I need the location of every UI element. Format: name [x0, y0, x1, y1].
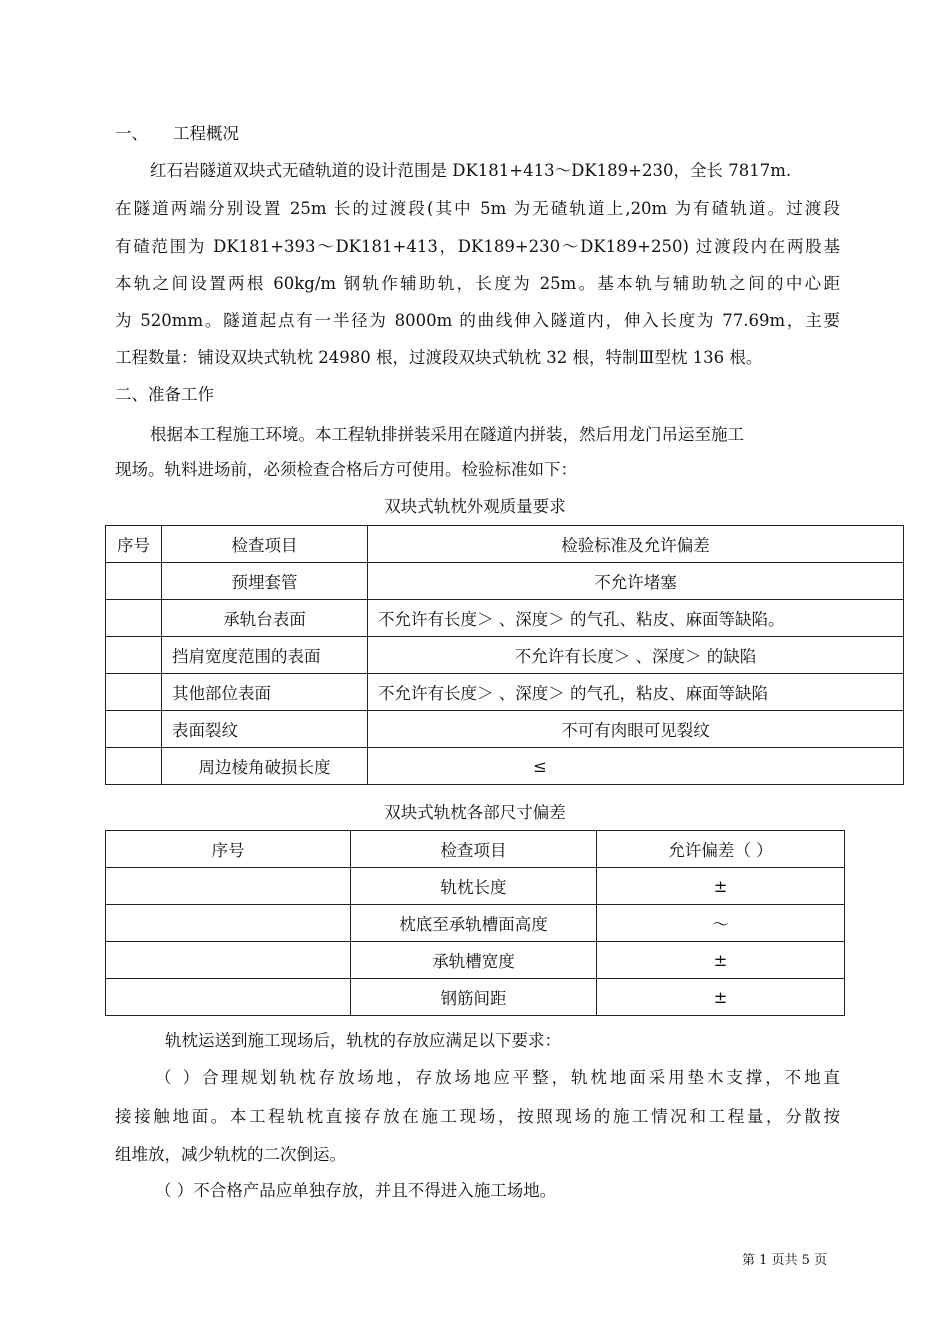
- paragraph-line: 为 520mm。隧道起点有一半径为 8000m 的曲线伸入隧道内，伸入长度为 77.69m，主要: [115, 311, 840, 330]
- table-header-cell: 序号: [106, 526, 162, 563]
- table-cell: 轨枕长度: [351, 868, 597, 905]
- table-cell: [106, 674, 162, 711]
- table-cell: ±: [597, 942, 845, 979]
- table-row: [106, 868, 845, 905]
- table-cell: 不允许有长度＞ 、深度＞ 的气孔、粘皮、麻面等缺陷。: [368, 600, 904, 637]
- table-cell: [106, 942, 351, 979]
- table-cell: 其他部位表面: [162, 674, 368, 711]
- table-caption: 双块式轨枕外观质量要求: [384, 497, 566, 516]
- table-cell: [106, 748, 162, 785]
- section-number-1: 一、: [115, 124, 148, 143]
- table-header-cell: 序号: [106, 831, 351, 868]
- page-number: 第 1 页共 5 页: [742, 1253, 828, 1268]
- table-cell: 承轨槽宽度: [351, 942, 597, 979]
- table-cell: ±: [597, 868, 845, 905]
- table-caption: 双块式轨枕各部尺寸偏差: [384, 803, 566, 822]
- paragraph-line: 接接触地面。本工程轨枕直接存放在施工现场，按照现场的施工情况和工程量，分散按: [115, 1107, 840, 1126]
- table-cell: 钢筋间距: [351, 979, 597, 1016]
- paragraph-line: 红石岩隧道双块式无碴轨道的设计范围是 DK181+413～DK189+230，全长 7817m.: [150, 161, 792, 180]
- table-cell: 预埋套管: [162, 563, 368, 600]
- table-cell: [106, 905, 351, 942]
- section-title-2: 二、准备工作: [115, 385, 214, 404]
- table-row: [106, 979, 845, 1016]
- table-cell: ～: [597, 905, 845, 942]
- table-cell: 承轨台表面: [162, 600, 368, 637]
- table-cell: [106, 600, 162, 637]
- table-cell: 枕底至承轨槽面高度: [351, 905, 597, 942]
- section-title-1: 工程概况: [173, 124, 239, 143]
- paragraph-line: 根据本工程施工环境。本工程轨排拼装采用在隧道内拼装，然后用龙门吊运至施工: [150, 425, 744, 444]
- paragraph-line: 组堆放，减少轨枕的二次倒运。: [115, 1145, 346, 1164]
- paragraph-line: 本轨之间设置两根 60kg/m 钢轨作辅助轨，长度为 25m。基本轨与辅助轨之间的中心距: [115, 274, 840, 293]
- table-row: [106, 711, 904, 748]
- table-row: [106, 905, 845, 942]
- table-cell: 周边棱角破损长度: [162, 748, 368, 785]
- table-cell: [106, 711, 162, 748]
- table-cell: [106, 637, 162, 674]
- paragraph-line: 有碴范围为 DK181+393～DK181+413，DK189+230～DK189+250) 过渡段内在两股基: [115, 237, 840, 256]
- table-row: [106, 942, 845, 979]
- table-row: [106, 674, 904, 711]
- table-header-cell: 检验标准及允许偏差: [368, 526, 904, 563]
- table-cell: 挡肩宽度范围的表面: [162, 637, 368, 674]
- dimension-deviation-table: [105, 830, 845, 1016]
- table-cell: [106, 868, 351, 905]
- table-cell: 不可有肉眼可见裂纹: [368, 711, 904, 748]
- table-cell: [106, 979, 351, 1016]
- table-header-cell: 检查项目: [351, 831, 597, 868]
- table-cell: ≤: [368, 748, 904, 785]
- table-row: [106, 748, 904, 785]
- paragraph-line: （ ）不合格产品应单独存放，并且不得进入施工场地。: [155, 1181, 557, 1200]
- table-row: [106, 563, 904, 600]
- table-cell: 表面裂纹: [162, 711, 368, 748]
- paragraph-line: （ ）合理规划轨枕存放场地，存放场地应平整，轨枕地面采用垫木支撑，不地直: [155, 1068, 840, 1087]
- table-cell: 不允许有长度＞ 、深度＞ 的气孔，粘皮、麻面等缺陷: [368, 674, 904, 711]
- paragraph-line: 现场。轨料进场前，必须检查合格后方可使用。检验标准如下：: [115, 460, 577, 479]
- table-header-row: [106, 831, 845, 868]
- table-row: [106, 600, 904, 637]
- table-cell: [106, 563, 162, 600]
- table-cell: 不允许堵塞: [368, 563, 904, 600]
- table-row: [106, 637, 904, 674]
- table-cell: ±: [597, 979, 845, 1016]
- table-header-cell: 检查项目: [162, 526, 368, 563]
- table-cell: 不允许有长度＞ 、深度＞ 的缺陷: [368, 637, 904, 674]
- paragraph-line: 工程数量：铺设双块式轨枕 24980 根，过渡段双块式轨枕 32 根，特制Ⅲ型枕 136 根。: [115, 348, 763, 367]
- table-header-cell: 允许偏差（ ）: [597, 831, 845, 868]
- paragraph-line: 在隧道两端分别设置 25m 长的过渡段(其中 5m 为无碴轨道上,20m 为有碴轨道。过渡段: [115, 199, 840, 218]
- table-header-row: [106, 526, 904, 563]
- paragraph-line: 轨枕运送到施工现场后，轨枕的存放应满足以下要求：: [165, 1031, 561, 1050]
- appearance-quality-table: [105, 525, 904, 785]
